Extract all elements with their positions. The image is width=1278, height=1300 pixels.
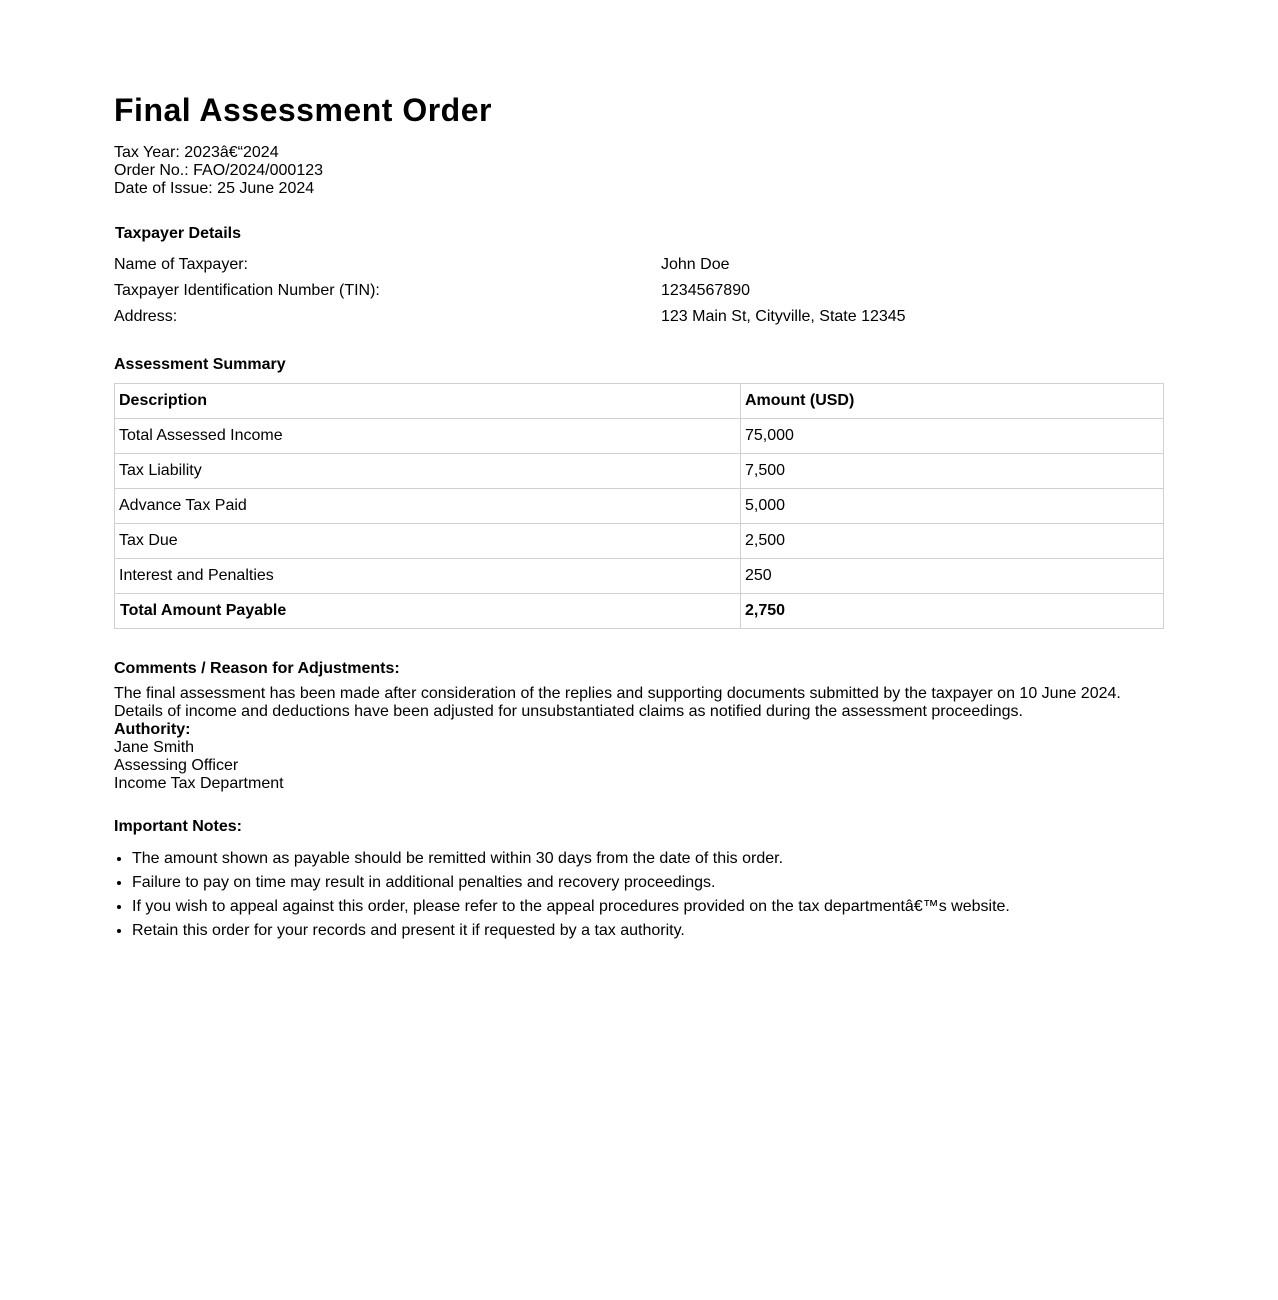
comments-body [114,685,1164,793]
taxpayer-address-value: 123 Main St, Cityville, State 12345 [661,308,906,325]
authority-name: Jane Smith [114,739,195,756]
table-row [115,454,1164,489]
order-number: Order No.: FAO/2024/000123 [114,162,324,179]
column-header-description: Description [115,384,741,419]
list-item: • The amount shown as payable should be remitted within 30 days from the date of this order. [132,847,1164,871]
authority-department: Income Tax Department [114,775,284,792]
page-title: Final Assessment Order [114,92,492,128]
total-amount: 2,750 [741,594,1164,629]
important-notes-list [114,847,1164,943]
table-row-total [115,594,1164,629]
important-notes-heading: Important Notes: [114,818,242,835]
row-amount: 5,000 [741,489,1164,524]
list-item: • Failure to pay on time may result in additional penalties and recovery proceedings. [132,871,1164,895]
taxpayer-address-label: Address: [114,308,178,325]
table-row [115,559,1164,594]
row-amount: 7,500 [741,454,1164,489]
row-description: Advance Tax Paid [115,489,741,524]
row-amount: 75,000 [741,419,1164,454]
date-of-issue: Date of Issue: 25 June 2024 [114,180,315,197]
taxpayer-details [114,252,1164,330]
row-description: Tax Due [115,524,741,559]
taxpayer-address-row [114,304,1164,330]
taxpayer-tin-label: Taxpayer Identification Number (TIN): [114,282,380,299]
row-description: Total Assessed Income [115,419,741,454]
row-description: Tax Liability [115,454,741,489]
list-item: • Retain this order for your records and present it if requested by a tax authority. [132,919,1164,943]
taxpayer-tin-row [114,278,1164,304]
row-amount: 250 [741,559,1164,594]
taxpayer-name-label: Name of Taxpayer: [114,256,248,273]
column-header-amount: Amount (USD) [741,384,1164,419]
table-row [115,489,1164,524]
taxpayer-tin-value: 1234567890 [661,282,750,299]
list-item: • If you wish to appeal against this order, please refer to the appeal procedures provided on the tax departmentâ€™s website. [132,895,1164,919]
assessment-summary-heading: Assessment Summary [114,356,286,373]
table-row [115,524,1164,559]
comments-line-1: The final assessment has been made after consideration of the replies and supporting documents submitted by the taxpayer on 10 June 2024. [114,685,1121,702]
row-amount: 2,500 [741,524,1164,559]
authority-label: Authority: [114,721,191,738]
taxpayer-name-row [114,252,1164,278]
order-meta [114,144,1164,198]
comments-line-2: Details of income and deductions have been adjusted for unsubstantiated claims as notified during the assessment proceedings. [114,703,1023,720]
authority-designation: Assessing Officer [114,757,239,774]
table-header-row [115,384,1164,419]
total-description: Total Amount Payable [115,594,741,629]
table-row [115,419,1164,454]
taxpayer-details-heading: Taxpayer Details [115,225,241,242]
row-description: Interest and Penalties [115,559,741,594]
authority-block [114,739,1164,793]
comments-heading: Comments / Reason for Adjustments: [114,660,400,677]
taxpayer-name-value: John Doe [661,256,730,273]
assessment-summary-table [114,383,1164,629]
tax-year: Tax Year: 2023â€“2024 [114,144,279,161]
